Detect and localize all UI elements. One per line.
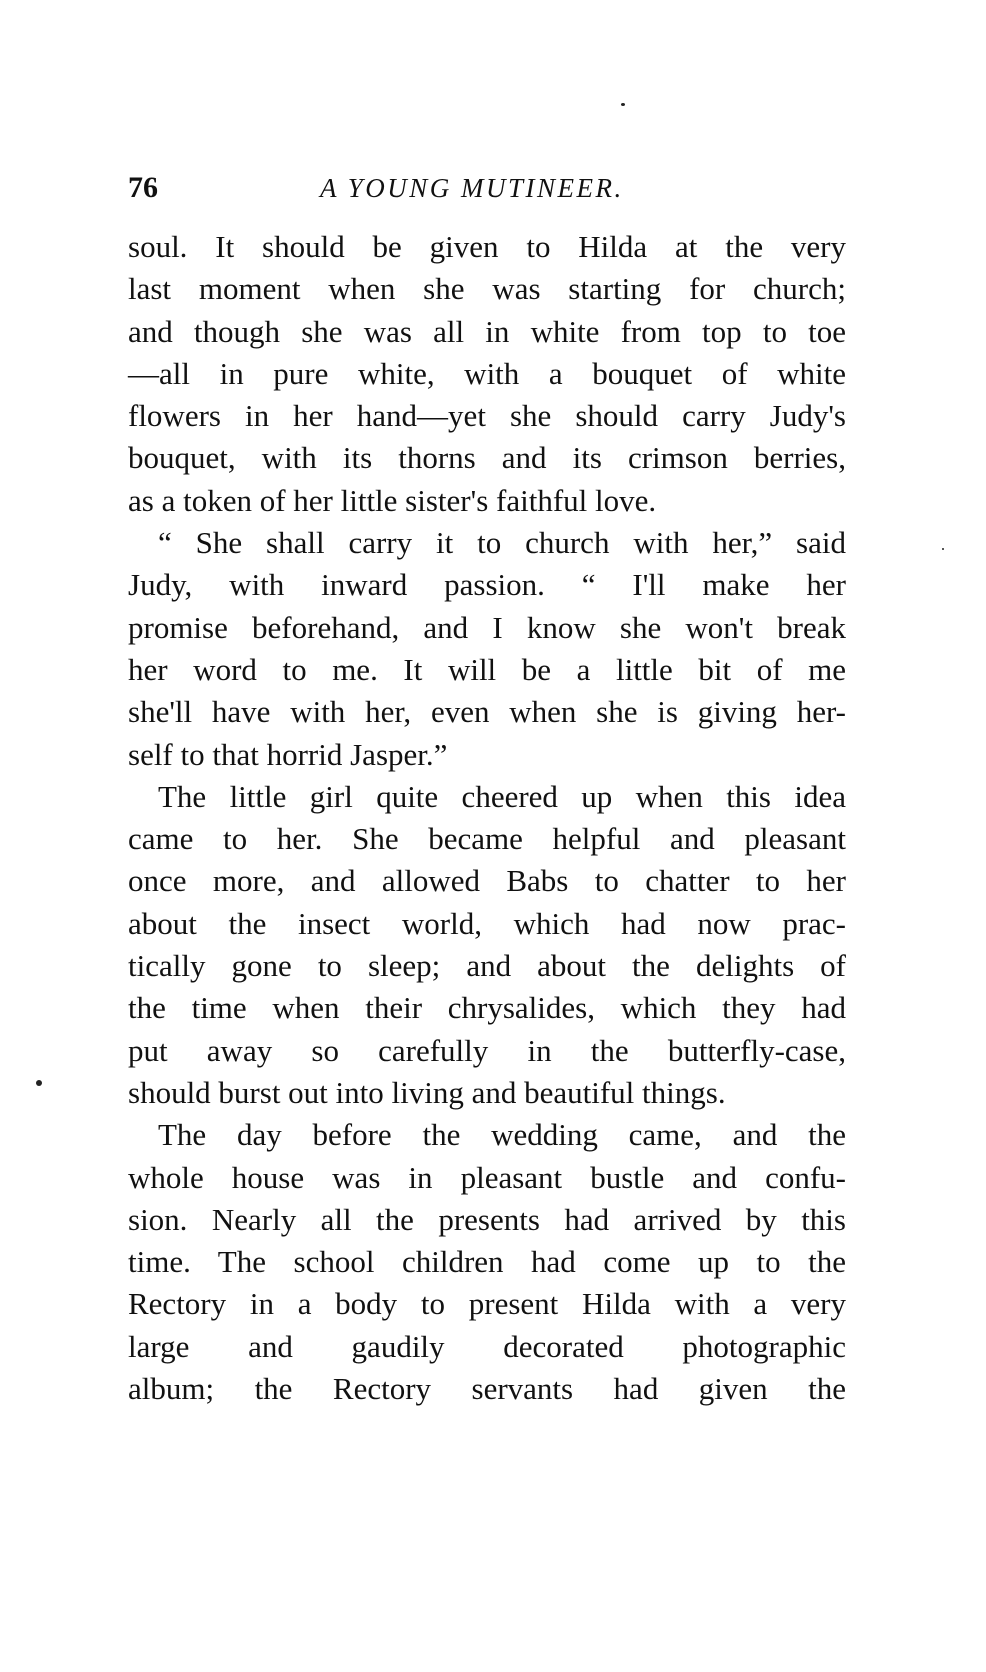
text-line: whole house was in pleasant bustle and confu-	[128, 1159, 846, 1195]
text-line: should burst out into living and beautiful things.	[128, 1074, 726, 1110]
text-line: once more, and allowed Babs to chatter to her	[128, 863, 846, 899]
text-line: put away so carefully in the butterfly-case,	[128, 1032, 846, 1068]
print-speck	[942, 548, 944, 550]
text-line: bouquet, with its thorns and its crimson berries,	[128, 440, 846, 476]
text-line: self to that horrid Jasper.”	[128, 736, 448, 772]
text-line: her word to me. It will be a little bit of me	[128, 651, 846, 687]
text-line: The little girl quite cheered up when this idea	[158, 778, 846, 814]
text-line: about the insect world, which had now prac-	[128, 905, 846, 941]
body-text	[128, 226, 846, 1410]
text-line: Judy, with inward passion. “ I'll make her	[128, 567, 846, 603]
text-line: “ She shall carry it to church with her,” said	[158, 525, 846, 561]
text-line: time. The school children had come up to the	[128, 1244, 846, 1280]
print-speck	[36, 1080, 42, 1086]
text-line: and though she was all in white from top to toe	[128, 313, 846, 349]
text-line: as a token of her little sister's faithful love.	[128, 482, 657, 518]
text-line: The day before the wedding came, and the	[158, 1117, 846, 1153]
text-line: —all in pure white, with a bouquet of white	[128, 355, 846, 391]
text-line: tically gone to sleep; and about the delights of	[128, 948, 846, 984]
text-line: large and gaudily decorated photographic	[128, 1328, 846, 1364]
text-line: sion. Nearly all the presents had arrived by this	[128, 1201, 846, 1237]
print-speck	[621, 103, 625, 106]
text-line: last moment when she was starting for church;	[128, 271, 846, 307]
running-title: A YOUNG MUTINEER.	[320, 173, 624, 203]
running-head	[128, 168, 846, 208]
text-line: soul. It should be given to Hilda at the very	[128, 229, 846, 264]
text-line: she'll have with her, even when she is giving her-	[128, 694, 846, 730]
text-line: album; the Rectory servants had given the	[128, 1371, 846, 1407]
text-line: Rectory in a body to present Hilda with a very	[128, 1286, 846, 1322]
text-line: the time when their chrysalides, which they had	[128, 990, 846, 1026]
text-line: flowers in her hand—yet she should carry Judy's	[128, 398, 846, 434]
page-number: 76	[128, 171, 158, 204]
text-line: came to her. She became helpful and pleasant	[128, 821, 846, 857]
text-line: promise beforehand, and I know she won't break	[128, 609, 846, 645]
